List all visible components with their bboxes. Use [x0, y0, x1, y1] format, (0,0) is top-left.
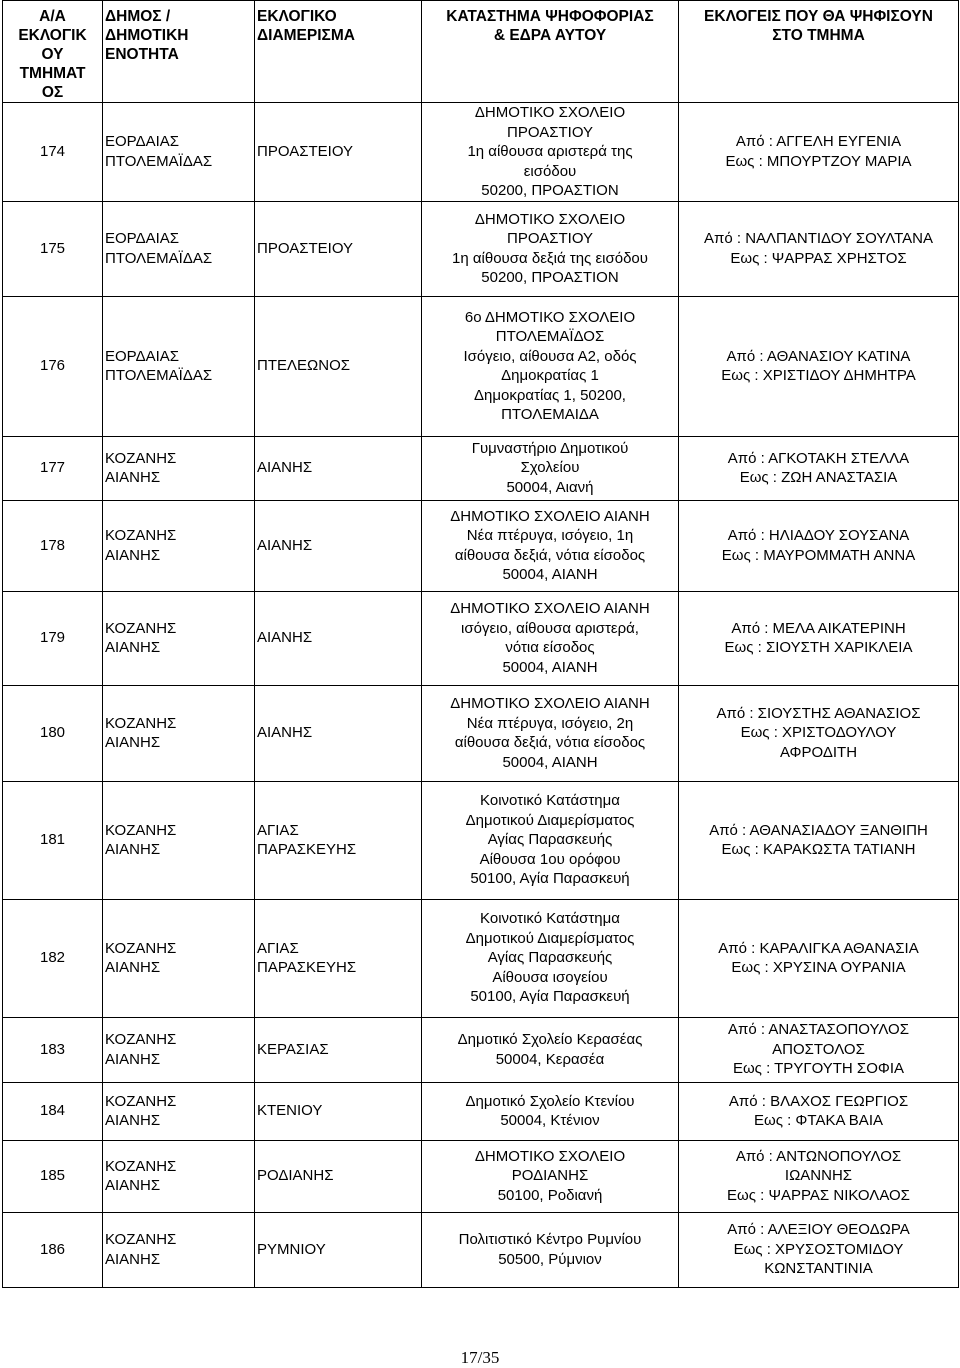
- voters-range-cell: [679, 1082, 959, 1140]
- municipality-cell: [103, 1140, 255, 1212]
- table-row: [3, 899, 959, 1017]
- district-cell-line: ΚΤΕΝΙΟΥ: [257, 1102, 323, 1120]
- section-number-cell: 184: [3, 1082, 103, 1140]
- header-line: Α/Α: [39, 8, 66, 25]
- polling-station-cell-line: Σχολείου: [520, 459, 580, 477]
- voters-range-cell-line: Από : ΝΑΛΠΑΝΤΙΔΟΥ ΣΟΥΛΤΑΝΑ: [704, 230, 933, 247]
- voters-range-cell-line: ΑΦΡΟΔΙΤΗ: [779, 743, 858, 761]
- municipality-cell-line: ΚΟΖΑΝΗΣ: [105, 449, 177, 467]
- table-row: [3, 436, 959, 500]
- district-cell-line: ΑΙΑΝΗΣ: [257, 629, 313, 647]
- header-line: ΕΝΟΤΗΤΑ: [105, 46, 179, 63]
- voters-range-cell-line: Από : ΑΛΕΞΙΟΥ ΘΕΟΔΩΡΑ: [727, 1221, 910, 1239]
- voters-range-cell: [679, 899, 959, 1017]
- polling-station-cell-line: ΠΤΟΛΕΜΑΪΔΟΣ: [495, 328, 605, 345]
- municipality-cell: [103, 899, 255, 1017]
- voters-range-cell: [679, 201, 959, 296]
- municipality-cell-line: ΑΙΑΝΗΣ: [105, 639, 161, 656]
- table-body: [3, 103, 959, 1288]
- voters-range-cell-line: Από : ΑΓΓΕΛΗ ΕΥΓΕΝΙΑ: [735, 133, 902, 151]
- header-line: ΤΜΗΜΑΤ: [19, 65, 86, 82]
- polling-station-cell-line: Κοινοτικό Κατάστημα: [480, 792, 620, 810]
- polling-station-cell-line: 50004, ΑΙΑΝΗ: [502, 658, 598, 676]
- district-cell-line: ΚΕΡΑΣΙΑΣ: [257, 1040, 329, 1058]
- polling-station-cell: [422, 296, 679, 436]
- voters-range-cell-line: Εως : ΧΡΥΣΙΝΑ ΟΥΡΑΝΙΑ: [731, 959, 906, 976]
- header-line: & ΕΔΡΑ ΑΥΤΟΥ: [493, 27, 607, 44]
- municipality-cell-line: ΑΙΑΝΗΣ: [105, 959, 161, 976]
- polling-station-cell-line: ΔΗΜΟΤΙΚΟ ΣΧΟΛΕΙΟ: [474, 1147, 626, 1165]
- municipality-cell: [103, 296, 255, 436]
- municipality-cell-line: ΚΟΖΑΝΗΣ: [105, 714, 177, 732]
- polling-station-cell-line: 50100, Ροδιανή: [497, 1186, 603, 1204]
- polling-station-cell-line: Νέα πτέρυγα, ισόγειο, 2η: [466, 714, 634, 732]
- district-cell: [255, 899, 422, 1017]
- municipality-cell-line: ΑΙΑΝΗΣ: [105, 734, 161, 751]
- polling-station-cell-line: αίθουσα δεξιά, νότια είσοδος: [454, 546, 646, 564]
- municipality-cell-line: ΕΟΡΔΑΙΑΣ: [105, 347, 180, 365]
- polling-station-cell-line: 50004, ΑΙΑΝΗ: [502, 753, 598, 771]
- section-number-cell: 178: [3, 500, 103, 591]
- table-row: [3, 591, 959, 685]
- municipality-cell-line: ΑΙΑΝΗΣ: [105, 1050, 161, 1068]
- header-line: ΕΚΛΟΓΕΙΣ ΠΟΥ ΘΑ ΨΗΦΙΣΟΥΝ: [704, 8, 933, 25]
- voters-range-cell-line: Από : ΣΙΟΥΣΤΗΣ ΑΘΑΝΑΣΙΟΣ: [716, 704, 921, 722]
- voters-range-cell-line: Εως : ΧΡΙΣΤΙΔΟΥ ΔΗΜΗΤΡΑ: [721, 367, 916, 384]
- polling-station-cell: [422, 591, 679, 685]
- voters-range-cell-line: Από : ΑΝΤΩΝΟΠΟΥΛΟΣ: [735, 1147, 902, 1165]
- municipality-cell-line: ΑΙΑΝΗΣ: [105, 546, 161, 564]
- section-number-cell: 177: [3, 436, 103, 500]
- polling-station-cell: [422, 436, 679, 500]
- polling-station-cell-line: Ισόγειο, αίθουσα Α2, οδός: [463, 347, 637, 365]
- header-line: ΟΣ: [41, 84, 64, 101]
- district-cell-line: ΑΓΙΑΣ: [257, 939, 299, 957]
- header-voters: [679, 1, 959, 103]
- district-cell: [255, 781, 422, 899]
- district-cell: [255, 1140, 422, 1212]
- municipality-cell-line: ΚΟΖΑΝΗΣ: [105, 1231, 177, 1248]
- district-cell: [255, 1212, 422, 1287]
- municipality-cell-line: ΚΟΖΑΝΗΣ: [105, 1031, 177, 1048]
- voters-range-cell: [679, 500, 959, 591]
- polling-station-cell-line: ΔΗΜΟΤΙΚΟ ΣΧΟΛΕΙΟ ΑΙΑΝΗ: [450, 600, 650, 617]
- district-cell-line: ΠΑΡΑΣΚΕΥΗΣ: [257, 841, 357, 858]
- polling-station-cell-line: ΔΗΜΟΤΙΚΟ ΣΧΟΛΕΙΟ ΑΙΑΝΗ: [450, 695, 650, 712]
- table-row: [3, 103, 959, 202]
- district-cell: [255, 103, 422, 202]
- district-cell: [255, 500, 422, 591]
- table-row: [3, 201, 959, 296]
- district-cell-line: ΑΙΑΝΗΣ: [257, 536, 313, 554]
- polling-station-cell-line: αίθουσα δεξιά, νότια είσοδος: [454, 734, 646, 751]
- polling-station-cell-line: Δημοτικού Διαμερίσματος: [465, 811, 635, 829]
- polling-station-cell-line: Δημοκρατίας 1, 50200,: [474, 386, 626, 404]
- polling-stations-table: [2, 0, 959, 1288]
- polling-station-cell: [422, 781, 679, 899]
- polling-station-cell-line: 50004, Κτένιον: [500, 1112, 600, 1129]
- district-cell: [255, 591, 422, 685]
- municipality-cell: [103, 103, 255, 202]
- voters-range-cell-line: Εως : ΤΡΥΓΟΥΤΗ ΣΟΦΙΑ: [732, 1060, 905, 1078]
- voters-range-cell-line: Εως : ΚΑΡΑΚΩΣΤΑ ΤΑΤΙΑΝΗ: [721, 841, 916, 858]
- polling-station-cell: [422, 103, 679, 202]
- polling-station-cell-line: Αίθουσα ισογείου: [492, 968, 608, 986]
- municipality-cell: [103, 436, 255, 500]
- header-electoral-district: [255, 1, 422, 103]
- district-cell: [255, 436, 422, 500]
- polling-station-cell: [422, 500, 679, 591]
- voters-range-cell-line: ΚΩΝΣΤΑΝΤΙΝΙΑ: [764, 1260, 873, 1278]
- polling-station-cell-line: 50200, ΠΡΟΑΣΤΙΟΝ: [481, 182, 619, 199]
- polling-station-cell: [422, 1017, 679, 1082]
- table-header-row: [3, 1, 959, 103]
- polling-station-cell-line: 50004, Κερασέα: [495, 1050, 605, 1068]
- polling-station-cell-line: ΡΟΔΙΑΝΗΣ: [511, 1167, 589, 1185]
- polling-station-cell-line: 50100, Αγία Παρασκευή: [470, 988, 630, 1006]
- voters-range-cell: [679, 781, 959, 899]
- page-number: 17/35: [460, 1348, 500, 1367]
- municipality-cell-line: ΑΙΑΝΗΣ: [105, 469, 161, 486]
- municipality-cell-line: ΑΙΑΝΗΣ: [105, 1112, 161, 1129]
- table-row: [3, 500, 959, 591]
- polling-station-cell-line: ΔΗΜΟΤΙΚΟ ΣΧΟΛΕΙΟ ΑΙΑΝΗ: [450, 507, 650, 525]
- municipality-cell-line: ΑΙΑΝΗΣ: [105, 1177, 161, 1194]
- district-cell-line: ΠΑΡΑΣΚΕΥΗΣ: [257, 959, 357, 976]
- polling-station-cell-line: Δημοτικό Σχολείο Κτενίου: [465, 1092, 635, 1110]
- district-cell: [255, 685, 422, 781]
- voters-range-cell-line: Από : ΑΘΑΝΑΣΙΑΔΟΥ ΞΑΝΘΙΠΗ: [709, 821, 928, 839]
- section-number-cell: 175: [3, 201, 103, 296]
- municipality-cell-line: ΚΟΖΑΝΗΣ: [105, 527, 177, 544]
- polling-station-cell-line: Αίθουσα 1ου ορόφου: [479, 850, 621, 868]
- section-number-cell: 174: [3, 103, 103, 202]
- municipality-cell: [103, 201, 255, 296]
- voters-range-cell-line: Από : ΒΛΑΧΟΣ ΓΕΩΡΓΙΟΣ: [728, 1092, 909, 1110]
- municipality-cell-line: ΕΟΡΔΑΙΑΣ: [105, 133, 180, 151]
- municipality-cell: [103, 1017, 255, 1082]
- polling-station-cell-line: Δημοτικού Διαμερίσματος: [465, 929, 635, 947]
- section-number-cell: 182: [3, 899, 103, 1017]
- municipality-cell-line: ΠΤΟΛΕΜΑΪΔΑΣ: [105, 249, 213, 267]
- district-cell-line: ΡΥΜΝΙΟΥ: [257, 1240, 326, 1258]
- polling-station-cell-line: ΠΡΟΑΣΤΙΟΥ: [506, 123, 594, 141]
- district-cell: [255, 1082, 422, 1140]
- polling-station-cell-line: ΔΗΜΟΤΙΚΟ ΣΧΟΛΕΙΟ: [474, 210, 626, 228]
- district-cell: [255, 1017, 422, 1082]
- municipality-cell: [103, 1212, 255, 1287]
- voters-range-cell-line: Εως : ΜΑΥΡΟΜΜΑΤΗ ΑΝΝΑ: [721, 546, 916, 564]
- polling-station-cell-line: 1η αίθουσα αριστερά της: [467, 143, 633, 160]
- section-number-cell: 183: [3, 1017, 103, 1082]
- section-number-cell: 186: [3, 1212, 103, 1287]
- municipality-cell-line: ΚΟΖΑΝΗΣ: [105, 821, 177, 839]
- header-polling-station: [422, 1, 679, 103]
- polling-station-cell-line: νότια είσοδος: [505, 639, 595, 656]
- section-number-cell: 181: [3, 781, 103, 899]
- voters-range-cell-line: Εως : ΣΙΟΥΣΤΗ ΧΑΡΙΚΛΕΙΑ: [724, 639, 913, 656]
- header-line: ΔΙΑΜΕΡΙΣΜΑ: [257, 27, 355, 44]
- polling-station-cell-line: ΠΡΟΑΣΤΙΟΥ: [506, 230, 594, 247]
- district-cell-line: ΠΡΟΑΣΤΕΙΟΥ: [257, 239, 354, 257]
- table-row: [3, 781, 959, 899]
- district-cell-line: ΑΙΑΝΗΣ: [257, 459, 313, 477]
- voters-range-cell-line: Από : ΜΕΛΑ ΑΙΚΑΤΕΡΙΝΗ: [731, 619, 906, 637]
- polling-station-cell: [422, 685, 679, 781]
- voters-range-cell-line: Από : ΚΑΡΑΛΙΓΚΑ ΑΘΑΝΑΣΙΑ: [718, 939, 919, 957]
- polling-station-cell-line: 50004, Αιανή: [506, 478, 594, 496]
- municipality-cell: [103, 591, 255, 685]
- table-row: [3, 296, 959, 436]
- header-line: ΚΑΤΑΣΤΗΜΑ ΨΗΦΟΦΟΡΙΑΣ: [446, 8, 654, 25]
- polling-station-cell-line: 6ο ΔΗΜΟΤΙΚΟ ΣΧΟΛΕΙΟ: [464, 308, 636, 326]
- district-cell-line: ΠΡΟΑΣΤΕΙΟΥ: [257, 143, 354, 160]
- polling-station-cell-line: Γυμναστήριο Δημοτικού: [471, 439, 629, 457]
- district-cell-line: ΡΟΔΙΑΝΗΣ: [257, 1167, 334, 1185]
- polling-station-cell-line: ισόγειο, αίθουσα αριστερά,: [461, 619, 639, 637]
- header-municipality: [103, 1, 255, 103]
- municipality-cell-line: ΚΟΖΑΝΗΣ: [105, 619, 177, 637]
- voters-range-cell: [679, 591, 959, 685]
- header-line: ΕΚΛΟΓΙΚΟ: [257, 8, 337, 25]
- table-row: [3, 1140, 959, 1212]
- polling-station-cell-line: 1η αίθουσα δεξιά της εισόδου: [452, 249, 648, 267]
- section-number-cell: 179: [3, 591, 103, 685]
- voters-range-cell: [679, 1017, 959, 1082]
- polling-station-cell-line: ΔΗΜΟΤΙΚΟ ΣΧΟΛΕΙΟ: [474, 104, 626, 121]
- header-line: ΔΗΜΟΣ /: [105, 8, 171, 25]
- polling-station-cell-line: Κοινοτικό Κατάστημα: [480, 910, 620, 928]
- polling-station-cell-line: Δημοτικό Σχολείο Κερασέας: [457, 1031, 643, 1048]
- voters-range-cell: [679, 103, 959, 202]
- voters-range-cell: [679, 296, 959, 436]
- district-cell-line: ΠΤΕΛΕΩΝΟΣ: [257, 357, 351, 375]
- district-cell: [255, 201, 422, 296]
- municipality-cell-line: ΑΙΑΝΗΣ: [105, 841, 161, 858]
- table-row: [3, 1017, 959, 1082]
- voters-range-cell: [679, 685, 959, 781]
- header-line: ΕΚΛΟΓΙΚ: [18, 27, 87, 44]
- header-section-number: [3, 1, 103, 103]
- table-row: [3, 685, 959, 781]
- voters-range-cell-line: Εως : ΧΡΥΣΟΣΤΟΜΙΔΟΥ: [733, 1240, 904, 1258]
- polling-station-cell-line: Δημοκρατίας 1: [501, 367, 599, 384]
- municipality-cell: [103, 500, 255, 591]
- voters-range-cell-line: ΑΠΟΣΤΟΛΟΣ: [772, 1040, 865, 1058]
- voters-range-cell: [679, 1140, 959, 1212]
- voters-range-cell-line: Εως : ΜΠΟΥΡΤΖΟΥ ΜΑΡΙΑ: [725, 152, 912, 170]
- table-row: [3, 1082, 959, 1140]
- municipality-cell-line: ΕΟΡΔΑΙΑΣ: [105, 230, 180, 247]
- voters-range-cell-line: Εως : ΨΑΡΡΑΣ ΧΡΗΣΤΟΣ: [730, 249, 907, 267]
- municipality-cell-line: ΠΤΟΛΕΜΑΪΔΑΣ: [105, 367, 213, 384]
- municipality-cell: [103, 685, 255, 781]
- municipality-cell-line: ΚΟΖΑΝΗΣ: [105, 1157, 177, 1175]
- voters-range-cell-line: Εως : ΨΑΡΡΑΣ ΝΙΚΟΛΑΟΣ: [727, 1186, 910, 1204]
- header-line: ΣΤΟ ΤΜΗΜΑ: [772, 27, 865, 44]
- header-line: ΔΗΜΟΤΙΚΗ: [105, 27, 189, 44]
- polling-station-cell-line: Αγίας Παρασκευής: [487, 949, 613, 967]
- polling-station-cell: [422, 1140, 679, 1212]
- table-row: [3, 1212, 959, 1287]
- polling-station-cell-line: 50200, ΠΡΟΑΣΤΙΟΝ: [481, 269, 619, 286]
- polling-station-cell-line: ΠΤΟΛΕΜΑΙΔΑ: [501, 406, 599, 423]
- voters-range-cell-line: Από : ΑΓΚΟΤΑΚΗ ΣΤΕΛΛΑ: [727, 449, 910, 467]
- polling-station-cell-line: 50004, ΑΙΑΝΗ: [502, 566, 598, 583]
- voters-range-cell-line: Εως : ΧΡΙΣΤΟΔΟΥΛΟΥ: [740, 724, 897, 742]
- section-number-cell: 180: [3, 685, 103, 781]
- voters-range-cell: [679, 436, 959, 500]
- section-number-cell: 176: [3, 296, 103, 436]
- municipality-cell-line: ΠΤΟΛΕΜΑΪΔΑΣ: [105, 152, 213, 170]
- district-cell: [255, 296, 422, 436]
- polling-station-cell: [422, 1212, 679, 1287]
- polling-station-cell-line: 50100, Αγία Παρασκευή: [470, 870, 630, 888]
- voters-range-cell-line: Από : ΗΛΙΑΔΟΥ ΣΟΥΣΑΝΑ: [727, 527, 910, 544]
- section-number-cell: 185: [3, 1140, 103, 1212]
- municipality-cell: [103, 1082, 255, 1140]
- polling-station-cell: [422, 899, 679, 1017]
- municipality-cell: [103, 781, 255, 899]
- polling-station-cell-line: Νέα πτέρυγα, ισόγειο, 1η: [466, 527, 634, 544]
- voters-range-cell-line: Εως : ΖΩΗ ΑΝΑΣΤΑΣΙΑ: [739, 469, 898, 486]
- polling-station-cell-line: Πολιτιστικό Κέντρο Ρυμνίου: [458, 1231, 642, 1248]
- polling-station-cell-line: 50500, Ρύμνιον: [498, 1250, 602, 1268]
- municipality-cell-line: ΑΙΑΝΗΣ: [105, 1250, 161, 1268]
- municipality-cell-line: ΚΟΖΑΝΗΣ: [105, 1092, 177, 1110]
- voters-range-cell-line: ΙΩΑΝΝΗΣ: [784, 1167, 853, 1185]
- voters-range-cell: [679, 1212, 959, 1287]
- voters-range-cell-line: Εως : ΦΤΑΚΑ ΒΑΙΑ: [753, 1112, 883, 1129]
- district-cell-line: ΑΙΑΝΗΣ: [257, 724, 313, 742]
- polling-station-cell: [422, 1082, 679, 1140]
- polling-station-cell: [422, 201, 679, 296]
- municipality-cell-line: ΚΟΖΑΝΗΣ: [105, 939, 177, 957]
- voters-range-cell-line: Από : ΑΘΑΝΑΣΙΟΥ ΚΑΤΙΝΑ: [726, 347, 911, 365]
- polling-station-cell-line: Αγίας Παρασκευής: [487, 831, 613, 849]
- district-cell-line: ΑΓΙΑΣ: [257, 821, 299, 839]
- header-line: ΟΥ: [41, 46, 64, 63]
- polling-station-cell-line: εισόδου: [523, 162, 577, 180]
- voters-range-cell-line: Από : ΑΝΑΣΤΑΣΟΠΟΥΛΟΣ: [727, 1021, 910, 1039]
